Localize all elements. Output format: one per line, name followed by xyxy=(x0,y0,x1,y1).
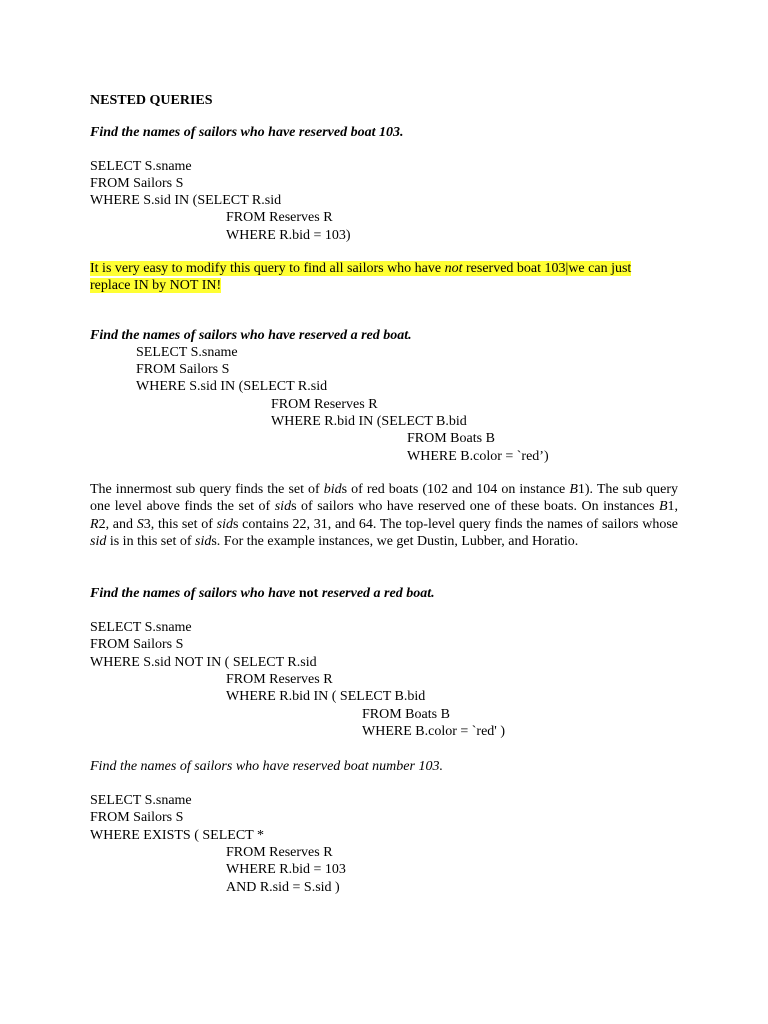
query-line: WHERE S.sid IN (SELECT R.sid xyxy=(136,379,328,394)
explanation-paragraph: The innermost sub query finds the set of bids of red boats (102 and 104 on instance B1). The sub query one level above finds the set of sids of sailors who have reserved one of these boats. On instances B1, R2, and S3, this set of sids contains 22, 31, and 64. The top-level query finds the names of sailors whose sid is in this set of sids. For the example instances, we get Dustin, Lubber, and Horatio. xyxy=(90,482,679,550)
section3-title: Find the names of sailors who have not reserved a red boat. xyxy=(90,586,435,601)
query-line: SELECT S.sname xyxy=(90,159,192,174)
query-line: FROM Reserves R xyxy=(226,672,333,687)
query-line: WHERE EXISTS ( SELECT * xyxy=(90,828,264,843)
query-line: FROM Sailors S xyxy=(90,176,184,191)
query-line: WHERE R.bid IN (SELECT B.bid xyxy=(271,414,467,429)
page-heading: NESTED QUERIES xyxy=(90,93,213,108)
query-line: FROM Boats B xyxy=(362,707,450,722)
section1-title: Find the names of sailors who have reserved boat 103. xyxy=(90,125,404,140)
query-line: WHERE R.bid = 103 xyxy=(226,862,346,877)
query-line: FROM Sailors S xyxy=(90,637,184,652)
highlighted-note-line2: replace IN by NOT IN! xyxy=(90,278,222,293)
highlighted-note-line1: It is very easy to modify this query to find all sailors who have not reserved boat 103|we can just xyxy=(90,261,632,276)
query-line: SELECT S.sname xyxy=(136,345,238,360)
query-line: WHERE B.color = `red' ) xyxy=(362,724,505,739)
query-line: FROM Reserves R xyxy=(226,845,333,860)
query-line: FROM Sailors S xyxy=(136,362,230,377)
query-line: WHERE B.color = `red’) xyxy=(407,449,549,464)
section2-title: Find the names of sailors who have reserved a red boat. xyxy=(90,328,412,343)
query-line: FROM Reserves R xyxy=(226,210,333,225)
query-line: AND R.sid = S.sid ) xyxy=(226,880,340,895)
query-line: WHERE S.sid IN (SELECT R.sid xyxy=(90,193,282,208)
query-line: WHERE R.bid = 103) xyxy=(226,228,351,243)
query-line: FROM Sailors S xyxy=(90,810,184,825)
section4-title: Find the names of sailors who have reserved boat number 103. xyxy=(90,759,443,774)
query-line: WHERE S.sid NOT IN ( SELECT R.sid xyxy=(90,655,317,670)
query-line: FROM Boats B xyxy=(407,431,495,446)
query-line: SELECT S.sname xyxy=(90,620,192,635)
query-line: WHERE R.bid IN ( SELECT B.bid xyxy=(226,689,426,704)
query-line: FROM Reserves R xyxy=(271,397,378,412)
query-line: SELECT S.sname xyxy=(90,793,192,808)
